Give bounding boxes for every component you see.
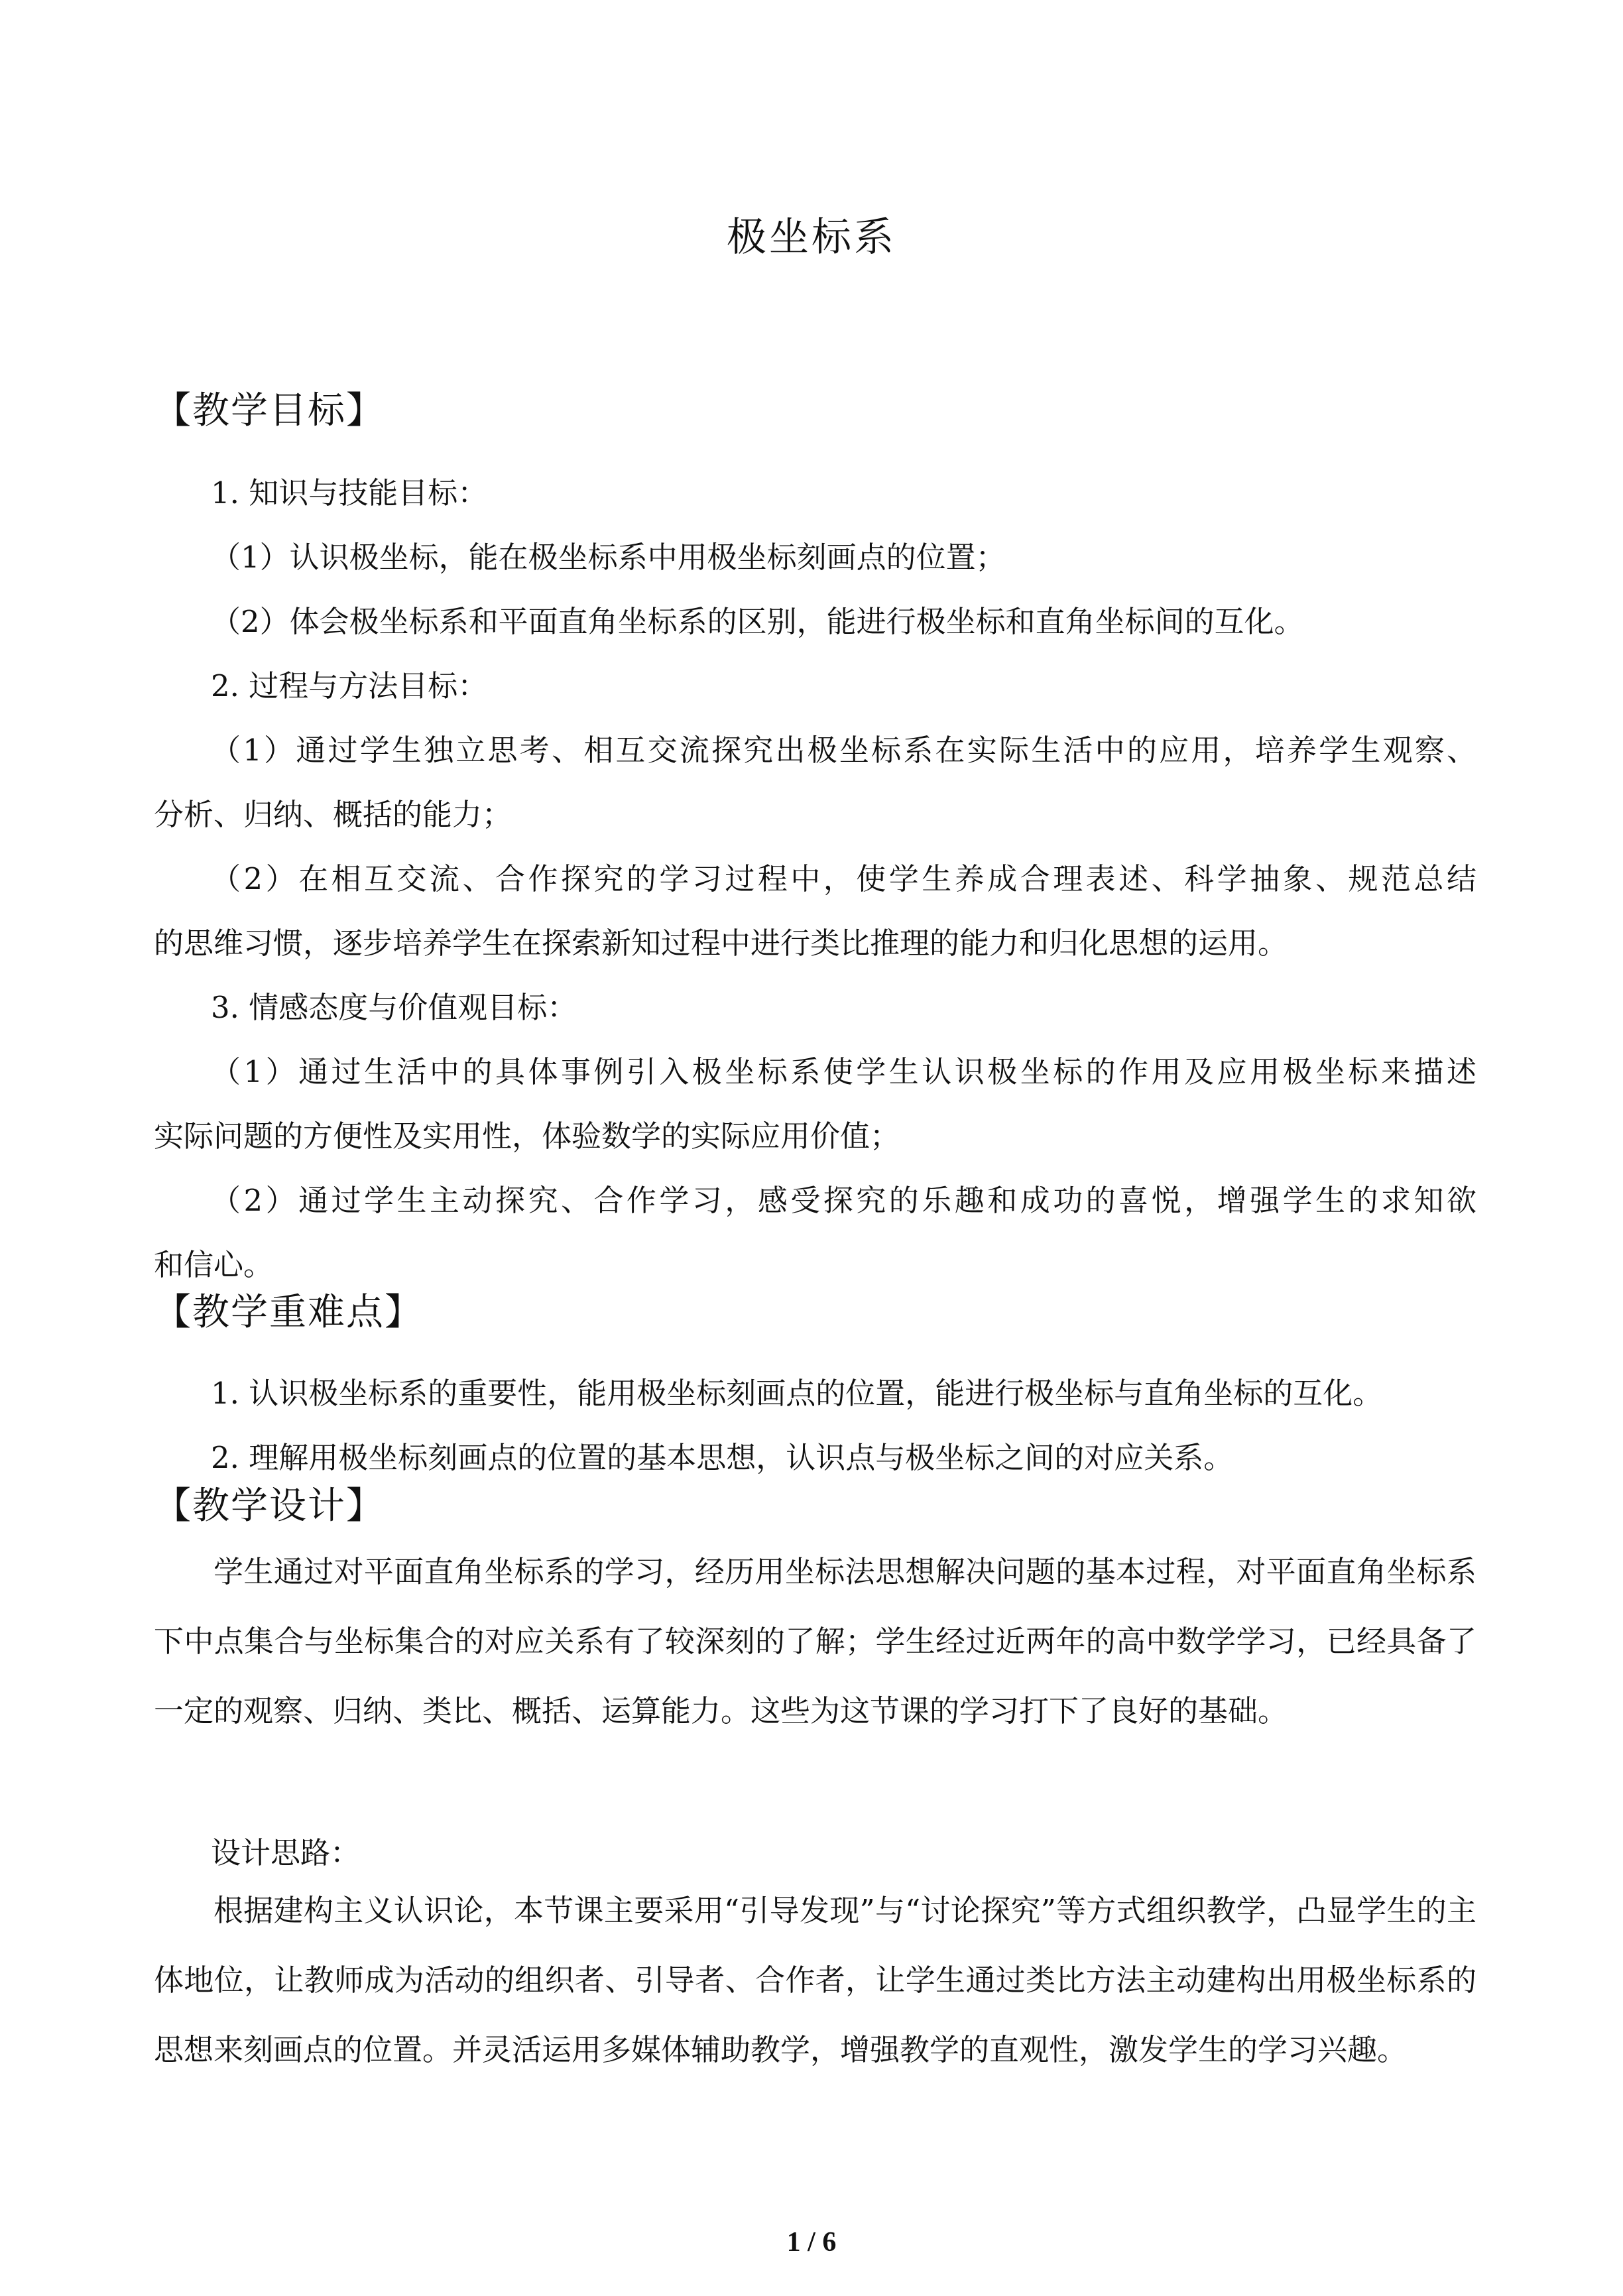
objective-item-process: 2. 过程与方法目标： — [211, 668, 488, 703]
objective-subitem-continued: 的思维习惯，逐步培养学生在探索新知过程中进行类比推理的能力和归化思想的运用。 — [154, 926, 1288, 961]
design-paragraph: 学生通过对平面直角坐标系的学习，经历用坐标法思想解决问题的基本过程，对平面直角坐标系下中点集合与坐标集合的对应关系有了较深刻的了解；学生经过近两年的高中数学学习，已经具备了一定的观察、归纳、类比、概括、运算能力。这些为这节课的学习打下了良好的基础。 — [154, 1554, 1476, 1728]
design-thinking-label: 设计思路： — [211, 1835, 361, 1870]
objective-item-knowledge: 1. 知识与技能目标： — [211, 475, 488, 511]
objective-subitem: （2）体会极坐标系和平面直角坐标系的区别，能进行极坐标和直角坐标间的互化。 — [211, 604, 1304, 639]
objective-subitem: （2）通过学生主动探究、合作学习，感受探究的乐趣和成功的喜悦，增强学生的求知欲 — [211, 1183, 1476, 1218]
objective-subitem: （1）通过学生独立思考、相互交流探究出极坐标系在实际生活中的应用，培养学生观察、 — [211, 733, 1476, 768]
section-heading-objectives: 【教学目标】 — [154, 389, 385, 432]
objective-subitem-continued: 实际问题的方便性及实用性，体验数学的实际应用价值； — [154, 1118, 900, 1154]
section-heading-design: 【教学设计】 — [154, 1484, 385, 1528]
objective-subitem-continued: 分析、归纳、概括的能力； — [154, 797, 512, 832]
objective-subitem: （1）认识极坐标，能在极坐标系中用极坐标刻画点的位置； — [211, 540, 1006, 575]
section-heading-key-points: 【教学重难点】 — [154, 1291, 423, 1334]
objective-item-attitude: 3. 情感态度与价值观目标： — [211, 990, 577, 1025]
page-number: 1 / 6 — [786, 2227, 837, 2258]
objective-subitem: （1）通过生活中的具体事例引入极坐标系使学生认识极坐标的作用及应用极坐标来描述 — [211, 1054, 1476, 1089]
key-point-item: 2. 理解用极坐标刻画点的位置的基本思想，认识点与极坐标之间的对应关系。 — [211, 1440, 1234, 1475]
page-title: 极坐标系 — [727, 214, 896, 261]
objective-subitem: （2）在相互交流、合作探究的学习过程中，使学生养成合理表述、科学抽象、规范总结 — [211, 861, 1476, 896]
design-paragraph: 根据建构主义认识论，本节课主要采用“引导发现”与“讨论探究”等方式组织教学，凸显学生的主体地位，让教师成为活动的组织者、引导者、合作者，让学生通过类比方法主动建构出用极坐标系的思想来刻画点的位置。并灵活运用多媒体辅助教学，增强教学的直观性，激发学生的学习兴趣。 — [154, 1893, 1476, 2067]
objective-subitem-continued: 和信心。 — [154, 1247, 274, 1282]
key-point-item: 1. 认识极坐标系的重要性，能用极坐标刻画点的位置，能进行极坐标与直角坐标的互化。 — [211, 1376, 1383, 1411]
